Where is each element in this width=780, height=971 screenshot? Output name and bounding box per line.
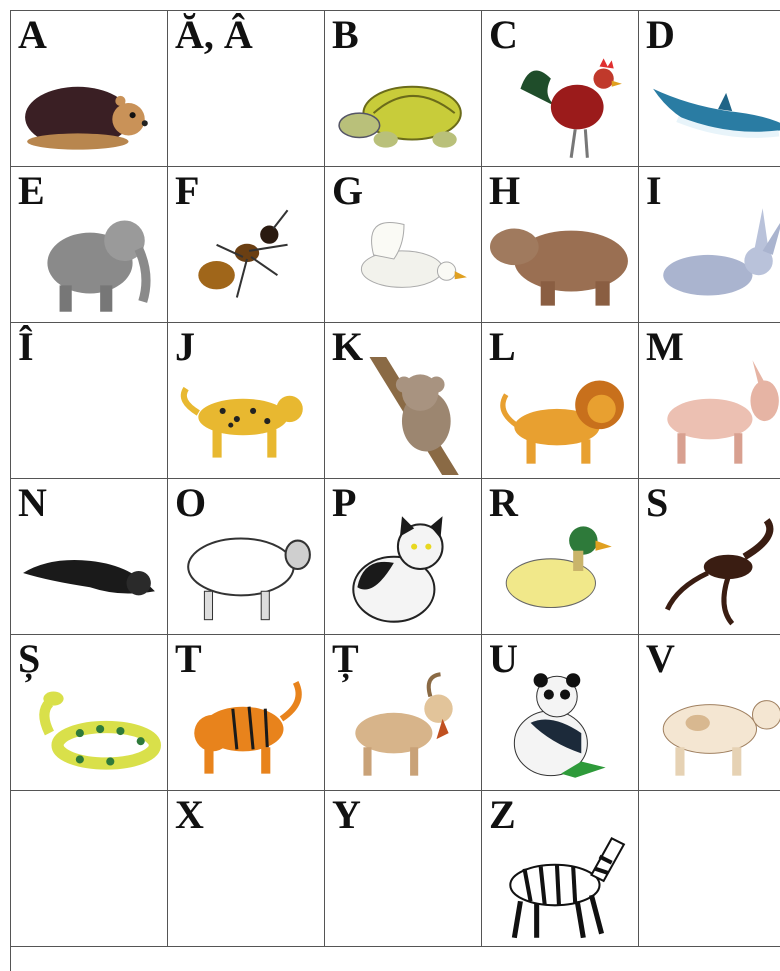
cell-letter: Ț bbox=[332, 636, 359, 681]
cell-letter: R bbox=[489, 480, 518, 525]
cell-b bbox=[325, 11, 482, 167]
cell-letter: E bbox=[18, 168, 45, 213]
cell-letter: Î bbox=[18, 324, 34, 369]
cell-d bbox=[639, 11, 780, 167]
cell-t-comma bbox=[325, 635, 482, 791]
cat-icon bbox=[333, 513, 475, 631]
zebra-icon bbox=[490, 825, 632, 943]
cell-letter: C bbox=[489, 12, 518, 57]
cell-t bbox=[168, 635, 325, 791]
ant-icon bbox=[176, 201, 318, 319]
cell-k bbox=[325, 323, 482, 479]
sheep-icon bbox=[176, 513, 318, 631]
snake-icon bbox=[19, 669, 161, 787]
cell-letter: Y bbox=[332, 792, 361, 837]
cell-a bbox=[11, 11, 168, 167]
cell-letter: J bbox=[175, 324, 195, 369]
cell-letter: Z bbox=[489, 792, 516, 837]
cell-letter: U bbox=[489, 636, 518, 681]
panda-icon bbox=[490, 669, 632, 787]
ferret-icon bbox=[19, 513, 161, 631]
cell-letter: N bbox=[18, 480, 47, 525]
cell-o bbox=[168, 479, 325, 635]
hare-icon bbox=[647, 201, 780, 319]
cell-empty-2 bbox=[639, 791, 780, 947]
elephant-icon bbox=[19, 201, 161, 319]
cell-l bbox=[482, 323, 639, 479]
cell-h bbox=[482, 167, 639, 323]
cell-letter: X bbox=[175, 792, 204, 837]
cell-letter: H bbox=[489, 168, 521, 213]
turtle-icon bbox=[333, 45, 475, 163]
cell-v bbox=[639, 635, 780, 791]
hedgehog-icon bbox=[19, 45, 161, 163]
cell-y bbox=[325, 791, 482, 947]
cell-letter: D bbox=[646, 12, 675, 57]
rooster-icon bbox=[490, 45, 632, 163]
alphabet-grid bbox=[10, 10, 780, 971]
cell-r bbox=[482, 479, 639, 635]
cell-letter: B bbox=[332, 12, 359, 57]
cell-f bbox=[168, 167, 325, 323]
cell-i bbox=[639, 167, 780, 323]
cell-x bbox=[168, 791, 325, 947]
cell-a-breve-a-circumflex bbox=[168, 11, 325, 167]
tiger-icon bbox=[176, 669, 318, 787]
cell-letter: S bbox=[646, 480, 669, 525]
cell-letter: F bbox=[175, 168, 200, 213]
jaguar-icon bbox=[176, 357, 318, 475]
cow-icon bbox=[647, 669, 780, 787]
cell-s bbox=[639, 479, 780, 635]
cell-u bbox=[482, 635, 639, 791]
dolphin-icon bbox=[647, 45, 780, 163]
cell-z bbox=[482, 791, 639, 947]
cell-letter: K bbox=[332, 324, 364, 369]
cell-c bbox=[482, 11, 639, 167]
cell-empty-1 bbox=[11, 791, 168, 947]
cell-letter: G bbox=[332, 168, 364, 213]
donkey-icon bbox=[647, 357, 780, 475]
cell-g bbox=[325, 167, 482, 323]
cell-letter: O bbox=[175, 480, 207, 525]
duck-icon bbox=[490, 513, 632, 631]
cell-p bbox=[325, 479, 482, 635]
goat-icon bbox=[333, 669, 475, 787]
cell-letter: Ș bbox=[18, 636, 41, 681]
cell-letter: Ă, Â bbox=[175, 12, 253, 57]
cell-letter: V bbox=[646, 636, 675, 681]
cell-letter: T bbox=[175, 636, 202, 681]
cell-e bbox=[11, 167, 168, 323]
cell-letter: P bbox=[332, 480, 357, 525]
lion-icon bbox=[490, 357, 632, 475]
hippo-icon bbox=[490, 201, 632, 319]
koala-icon bbox=[333, 357, 475, 475]
cell-n bbox=[11, 479, 168, 635]
cell-letter: M bbox=[646, 324, 684, 369]
cell-letter: L bbox=[489, 324, 516, 369]
cell-j bbox=[168, 323, 325, 479]
scorpion-icon bbox=[647, 513, 780, 631]
cell-s-comma bbox=[11, 635, 168, 791]
cell-letter: I bbox=[646, 168, 662, 213]
goose-icon bbox=[333, 201, 475, 319]
cell-letter: A bbox=[18, 12, 47, 57]
cell-i-circumflex bbox=[11, 323, 168, 479]
cell-m bbox=[639, 323, 780, 479]
